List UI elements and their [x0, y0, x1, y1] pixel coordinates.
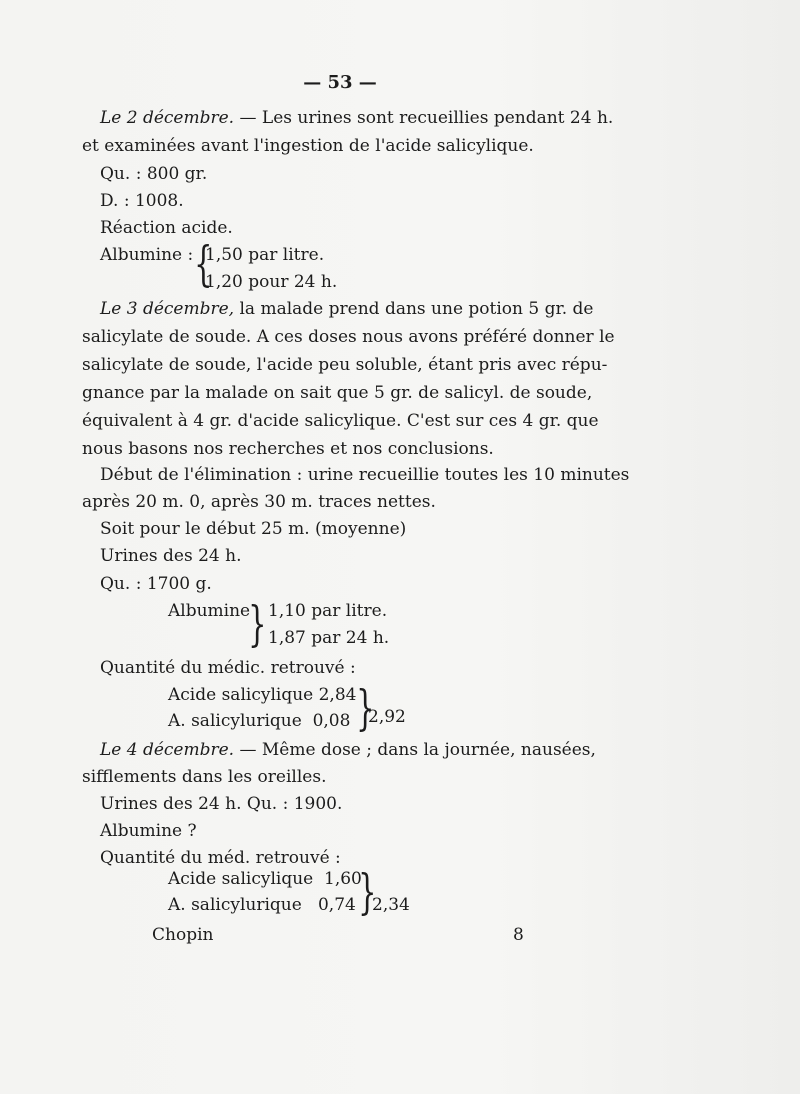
brace: } — [356, 680, 375, 736]
text-line: D. : 1008. — [100, 191, 184, 211]
date-heading: Le 3 décembre, — [100, 299, 235, 319]
text-line: après 20 m. 0, après 30 m. traces nettes. — [82, 492, 436, 512]
text-line: Quantité du méd. retrouvé : — [100, 848, 341, 868]
text-line: Réaction acide. — [100, 218, 233, 238]
text-line: Albumine ? — [100, 821, 197, 841]
text-line: Urines des 24 h. Qu. : 1900. — [100, 794, 343, 814]
text-line: 1,50 par litre. — [205, 245, 325, 265]
text-line: 1,87 par 24 h. — [268, 628, 390, 648]
text-line: Le 3 décembre, la malade prend dans une potion 5 gr. de — [100, 299, 594, 319]
text-line: sifflements dans les oreilles. — [82, 767, 327, 787]
date-heading: Le 2 décembre. — [100, 108, 235, 128]
text-line: 1,20 pour 24 h. — [205, 272, 338, 292]
text-line: Acide salicylique 1,60 — [168, 869, 362, 889]
text-line: Acide salicylique 2,84 — [168, 685, 357, 705]
text-line: Albumine : — [100, 245, 194, 265]
brace: } — [248, 596, 267, 652]
page-number: — 53 — — [303, 72, 377, 93]
date-heading: Le 4 décembre. — [100, 740, 235, 760]
text-line: 1,10 par litre. — [268, 601, 388, 621]
text-line: Albumine — [168, 601, 251, 621]
text-line: A. salicylurique 0,08 — [168, 711, 351, 731]
text-line: Qu. : 1700 g. — [100, 574, 212, 594]
text-line: Urines des 24 h. — [100, 546, 242, 566]
text-line: Le 4 décembre. — Même dose ; dans la journée, nausées, — [100, 740, 596, 760]
text-line: Le 2 décembre. — Les urines sont recueillies pendant 24 h. — [100, 108, 614, 128]
text-line: Quantité du médic. retrouvé : — [100, 658, 356, 678]
text-line: et examinées avant l'ingestion de l'acide salicylique. — [82, 136, 534, 156]
text-line: salicylate de soude, l'acide peu soluble, étant pris avec répu- — [82, 355, 608, 375]
text-line: équivalent à 4 gr. d'acide salicylique. C'est sur ces 4 gr. que — [82, 411, 599, 431]
text-line: gnance par la malade on sait que 5 gr. de salicyl. de soude, — [82, 383, 593, 403]
text-line: Début de l'élimination : urine recueillie toutes les 10 minutes — [100, 465, 630, 485]
footer-signature: 8 — [513, 925, 524, 945]
text-line: Soit pour le début 25 m. (moyenne) — [100, 519, 407, 539]
text-line: A. salicylurique 0,74 — [168, 895, 356, 915]
text-line: Qu. : 800 gr. — [100, 164, 208, 184]
text-line: nous basons nos recherches et nos conclusions. — [82, 439, 494, 459]
brace: } — [358, 864, 377, 920]
text-line: salicylate de soude. A ces doses nous avons préféré donner le — [82, 327, 615, 347]
sum-value: 2,92 — [368, 707, 406, 727]
footer-author: Chopin — [152, 925, 214, 945]
brace: { — [194, 236, 213, 292]
sum-value: 2,34 — [372, 895, 410, 915]
